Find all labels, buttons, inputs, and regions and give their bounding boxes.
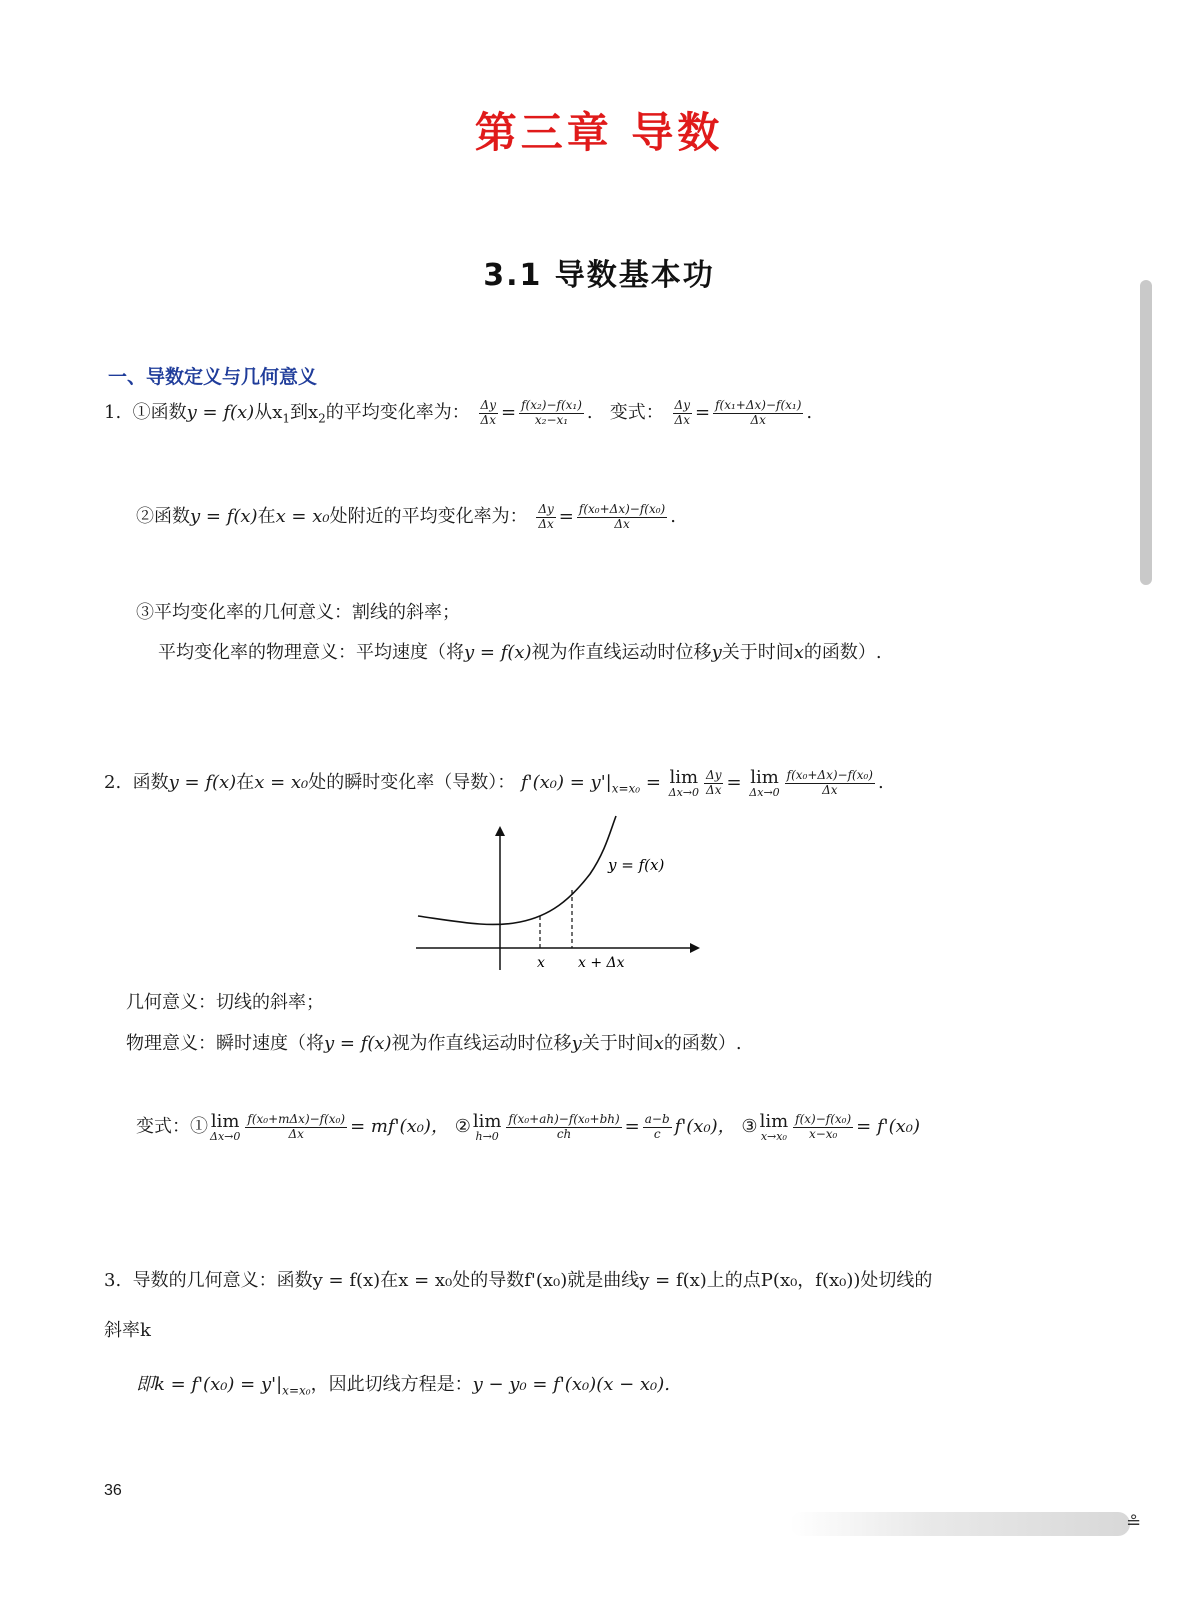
circle-number: ①: [190, 1116, 208, 1137]
text: 在: [236, 772, 255, 793]
fraction-coefficient: $\frac{a-b}{c}$: [644, 1111, 670, 1141]
math: x: [793, 642, 804, 663]
variant-label: 变式：: [609, 402, 664, 423]
math: f'(x₀) = y'|: [520, 772, 612, 793]
fraction-near-x0: $\frac{\text{f(x₀+Δx)−f(x₀)}}{\Delta x}$: [578, 501, 666, 531]
math: x=x₀: [282, 1383, 311, 1398]
fraction-derivative: $\frac{\text{f(x₀+Δx)−f(x₀)}}{\Delta x}$: [786, 767, 873, 797]
text: 物理意义：瞬时速度（将: [126, 1033, 324, 1054]
math: y − y₀ = f'(x₀)(x − x₀).: [472, 1374, 671, 1395]
math: x=x₀: [611, 781, 641, 796]
text: 的平均变化率为：: [325, 402, 470, 423]
text: 的函数）.: [663, 1033, 742, 1054]
item3-line2: 斜率k: [104, 1320, 151, 1341]
watermark-icon: ≗: [1126, 1512, 1142, 1533]
text: 到x: [290, 402, 319, 423]
chapter-title: 第三章 导数: [474, 108, 724, 157]
item2-variants: 变式：① lim Δx→0 $\frac{\text{f(x₀+mΔx)−f(x₀)}}{\Delta x}$ = mf'(x₀)， ② lim h→0 $\frac{\text{f(x₀+ah)−f(x₀+bh)}}{ch}$ = $\frac{a-b}{c}$ f'(x₀)， ③ lim x→x₀ $\frac{\text{f(x)−f(x₀)}}{\text{x−x₀}}$ = f'(x₀): [136, 1110, 920, 1143]
item-number: 3.: [104, 1270, 122, 1291]
text: ，因此切线方程是：: [310, 1374, 473, 1395]
item2-phys-meaning: [126, 1029, 742, 1055]
text: 的函数）.: [803, 642, 882, 663]
text: ②函数: [136, 506, 190, 527]
math: = mf'(x₀)，: [350, 1116, 449, 1137]
math: y = f(x): [324, 1033, 392, 1054]
math: 即k = f'(x₀) = y'|: [136, 1374, 283, 1395]
item3-line1: [104, 1266, 932, 1292]
math: y = f(x): [168, 772, 237, 793]
heading-derivative-definition: 一、导数定义与几何意义: [108, 366, 318, 388]
math: x = x₀: [275, 506, 330, 527]
limit: lim Δx→0: [668, 766, 700, 799]
math: x: [653, 1033, 664, 1054]
math: y = f(x): [190, 506, 258, 527]
limit: lim Δx→0: [749, 766, 780, 799]
section-title: 3.1 导数基本功: [483, 258, 715, 293]
limit: lim x→x₀: [759, 1110, 789, 1143]
item1-line-a: 1. ①函数y = f(x)从$x_1$到$x_2$的平均变化率为： $\frac{\Delta y}{\Delta x}$ = $\frac{\text{f(x₂)−f(x₁)}}{\text{x₂−x₁}}$ . 变式： $\frac{\Delta y}{\Delta x}$ = $\frac{\text{f(x₁+Δx)−f(x₁)}}{\Delta x}$ .: [104, 397, 813, 427]
curve-label: y = f(x): [608, 856, 665, 874]
math: y = f(x): [186, 402, 255, 423]
item2-geo-meaning: 几何意义：切线的斜率；: [126, 992, 324, 1013]
item2-line: 2. 函数y = f(x)在x = x₀处的瞬时变化率（导数）： $f'(x_0) = y'|_{x=x_0}$ = lim Δx→0 $\frac{\Delta y}{\Delta x}$ = lim Δx→0 $\frac{\text{f(x₀+Δx)−f(x₀)}}{\Delta x}$ .: [104, 766, 884, 799]
circle-number: ③: [741, 1116, 758, 1137]
bottom-overlay-bar: [790, 1512, 1130, 1536]
y-axis-arrow: [495, 826, 505, 836]
curve: [418, 816, 616, 924]
math: y: [711, 642, 722, 663]
math: f'(x₀)，: [674, 1116, 736, 1137]
item3-line3: [136, 1370, 670, 1398]
limit: lim h→0: [472, 1110, 502, 1143]
circle-number: ②: [454, 1116, 471, 1137]
limit: lim Δx→0: [210, 1110, 241, 1143]
text: 视为作直线运动时位移: [531, 642, 712, 663]
page-number: 36: [104, 1482, 122, 1499]
text: 关于时间: [721, 642, 794, 663]
text: 关于时间: [581, 1033, 654, 1054]
text: 处附近的平均变化率为：: [329, 506, 528, 527]
math: = f'(x₀): [856, 1116, 920, 1137]
fraction-dy-dx-4: $\frac{\Delta y}{\Delta x}$: [706, 767, 722, 797]
variant-label: 变式：: [136, 1116, 190, 1137]
text: 在: [257, 506, 276, 527]
fraction-dy-dx-3: $\frac{\Delta y}{\Delta x}$: [538, 501, 554, 531]
fraction-variant-2: $\frac{\text{f(x₀+ah)−f(x₀+bh)}}{ch}$: [508, 1111, 620, 1141]
fraction-dy-dx: $\frac{\Delta y}{\Delta x}$: [480, 397, 496, 427]
item-number: 2.: [104, 772, 122, 793]
math: y = f(x): [464, 642, 532, 663]
text: ①函数: [132, 402, 187, 423]
x-axis-arrow: [690, 943, 700, 953]
fraction-variant-3: $\frac{\text{f(x)−f(x₀)}}{\text{x−x₀}}$: [795, 1111, 852, 1141]
tick-label-x: x: [537, 955, 545, 971]
scrollbar-thumb[interactable]: [1140, 280, 1152, 585]
text: 处的瞬时变化率（导数）：: [308, 772, 516, 793]
math: x = x₀: [254, 772, 309, 793]
fraction-variant: $\frac{\text{f(x₁+Δx)−f(x₁)}}{\Delta x}$: [715, 397, 802, 427]
fraction-dy-dx-2: $\frac{\Delta y}{\Delta x}$: [674, 397, 690, 427]
function-graph: [410, 812, 710, 982]
math: y: [571, 1033, 582, 1054]
item-number: 1.: [104, 402, 122, 423]
fraction-variant-1: $\frac{\text{f(x₀+mΔx)−f(x₀)}}{\Delta x}$: [247, 1111, 346, 1141]
fraction-average-rate: $\frac{\text{f(x₂)−f(x₁)}}{\text{x₂−x₁}}$: [521, 397, 582, 427]
item1-line-d: [158, 638, 882, 664]
text: 函数: [132, 772, 169, 793]
item1-line-b: ②函数y = f(x)在x = x₀处附近的平均变化率为： $\frac{\Delta y}{\Delta x}$ = $\frac{\text{f(x₀+Δx)−f(x₀)}}{\Delta x}$ .: [136, 501, 676, 531]
text: 从x: [254, 402, 283, 423]
item1-line-c: ③平均变化率的几何意义：割线的斜率；: [136, 602, 460, 623]
text: 导数的几何意义：函数y = f(x)在x = x₀处的导数f'(x₀)就是曲线y = f(x)上的点P(x₀，f(x₀))处切线的: [132, 1270, 933, 1291]
text: 平均变化率的物理意义：平均速度（将: [158, 642, 464, 663]
text: 视为作直线运动时位移: [391, 1033, 572, 1054]
tick-label-x-dx: x + Δx: [578, 955, 625, 971]
